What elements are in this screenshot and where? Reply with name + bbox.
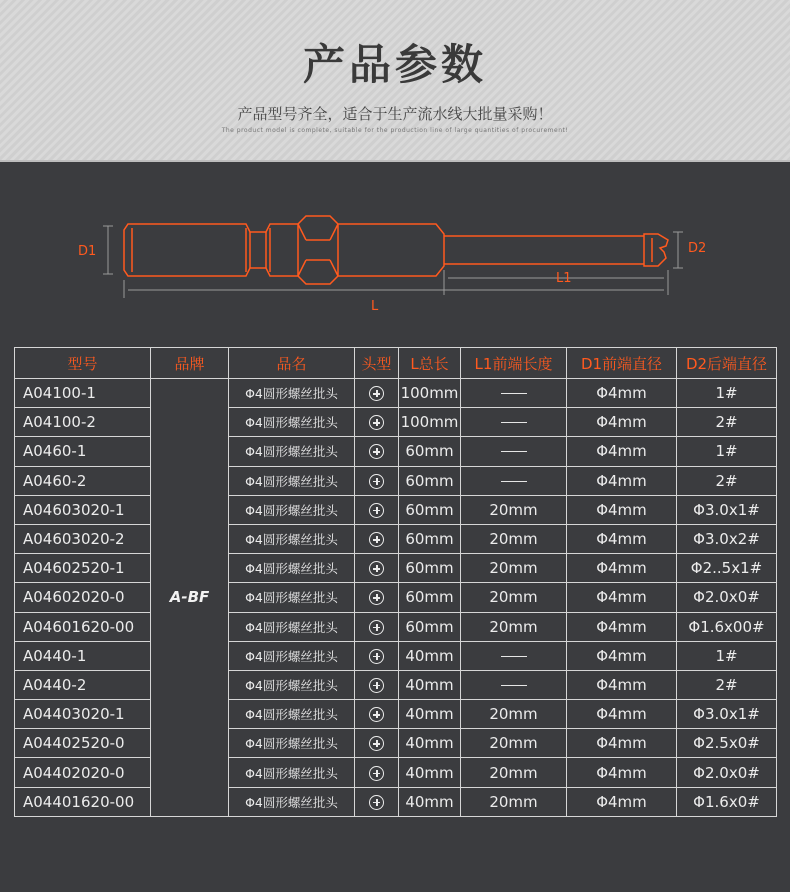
page-subtitle-english: The product model is complete, suitable for the production line of large quantities of procurement! <box>221 127 569 134</box>
cell-front-diameter: Φ4mm <box>567 612 677 641</box>
cell-head-type <box>355 583 399 612</box>
screwdriver-bit-diagram <box>0 170 790 320</box>
table-row <box>15 700 777 729</box>
header-banner <box>0 0 790 162</box>
phillips-cross-icon <box>369 795 384 810</box>
cell-model: A04100-1 <box>15 379 151 408</box>
phillips-cross-icon <box>369 736 384 751</box>
cell-model: A04601620-00 <box>15 612 151 641</box>
bit-shank-shape <box>124 216 444 284</box>
phillips-cross-icon <box>369 707 384 722</box>
cell-model: A04402520-0 <box>15 729 151 758</box>
cell-total-length: 40mm <box>399 758 461 787</box>
cell-rear-diameter: Φ3.0x1# <box>677 700 777 729</box>
cell-rear-diameter: 2# <box>677 408 777 437</box>
cell-model: A04401620-00 <box>15 787 151 816</box>
cell-brand: A-BF <box>151 379 229 817</box>
cell-name: Φ4圆形螺丝批头 <box>229 729 355 758</box>
cell-name: Φ4圆形螺丝批头 <box>229 583 355 612</box>
cell-name: Φ4圆形螺丝批头 <box>229 612 355 641</box>
cell-model: A0440-1 <box>15 641 151 670</box>
cell-model: A04403020-1 <box>15 700 151 729</box>
cell-total-length: 60mm <box>399 437 461 466</box>
table-row <box>15 524 777 553</box>
cell-rear-diameter: Φ2.5x0# <box>677 729 777 758</box>
cell-total-length: 40mm <box>399 641 461 670</box>
cell-model: A04602520-1 <box>15 554 151 583</box>
empty-dash <box>501 685 527 686</box>
cell-head-type <box>355 670 399 699</box>
cell-front-diameter: Φ4mm <box>567 787 677 816</box>
cell-head-type <box>355 408 399 437</box>
cell-name: Φ4圆形螺丝批头 <box>229 554 355 583</box>
phillips-cross-icon <box>369 474 384 489</box>
cell-front-length: 20mm <box>461 524 567 553</box>
cell-front-diameter: Φ4mm <box>567 379 677 408</box>
cell-front-length <box>461 379 567 408</box>
cell-rear-diameter: Φ3.0x1# <box>677 495 777 524</box>
phillips-cross-icon <box>369 561 384 576</box>
cell-total-length: 100mm <box>399 379 461 408</box>
table-row <box>15 495 777 524</box>
dimension-label-l: L <box>371 299 379 314</box>
header-total-length: L总长 <box>399 348 461 379</box>
cell-name: Φ4圆形螺丝批头 <box>229 758 355 787</box>
cell-name: Φ4圆形螺丝批头 <box>229 379 355 408</box>
cell-front-length: 20mm <box>461 700 567 729</box>
phillips-cross-icon <box>369 444 384 459</box>
page-subtitle: 产品型号齐全，适合于生产流水线大批量采购！ <box>237 105 553 123</box>
cell-name: Φ4圆形螺丝批头 <box>229 524 355 553</box>
cell-name: Φ4圆形螺丝批头 <box>229 670 355 699</box>
table-row <box>15 729 777 758</box>
cell-front-length: 20mm <box>461 612 567 641</box>
cell-rear-diameter: 2# <box>677 466 777 495</box>
cell-head-type <box>355 641 399 670</box>
cell-rear-diameter: Φ2.0x0# <box>677 583 777 612</box>
cell-front-length: 20mm <box>461 729 567 758</box>
cell-rear-diameter: Φ2..5x1# <box>677 554 777 583</box>
cell-front-length: 20mm <box>461 554 567 583</box>
cell-head-type <box>355 437 399 466</box>
cell-name: Φ4圆形螺丝批头 <box>229 437 355 466</box>
table-row <box>15 787 777 816</box>
spec-table <box>14 347 777 817</box>
cell-total-length: 60mm <box>399 524 461 553</box>
header-head-type: 头型 <box>355 348 399 379</box>
table-row <box>15 408 777 437</box>
table-row <box>15 554 777 583</box>
cell-front-diameter: Φ4mm <box>567 758 677 787</box>
cell-front-length: 20mm <box>461 787 567 816</box>
phillips-cross-icon <box>369 590 384 605</box>
cell-head-type <box>355 700 399 729</box>
cell-front-diameter: Φ4mm <box>567 466 677 495</box>
cell-name: Φ4圆形螺丝批头 <box>229 408 355 437</box>
cell-head-type <box>355 524 399 553</box>
phillips-cross-icon <box>369 766 384 781</box>
dimension-label-d2: D2 <box>688 241 707 256</box>
cell-head-type <box>355 729 399 758</box>
cell-name: Φ4圆形螺丝批头 <box>229 787 355 816</box>
table-row <box>15 583 777 612</box>
cell-front-diameter: Φ4mm <box>567 524 677 553</box>
cell-total-length: 40mm <box>399 787 461 816</box>
cell-total-length: 60mm <box>399 583 461 612</box>
cell-name: Φ4圆形螺丝批头 <box>229 641 355 670</box>
table-row <box>15 466 777 495</box>
cell-total-length: 40mm <box>399 700 461 729</box>
page-title: 产品参数 <box>302 40 487 89</box>
bit-shaft-shape <box>444 236 644 264</box>
cell-total-length: 60mm <box>399 466 461 495</box>
empty-dash <box>501 656 527 657</box>
cell-head-type <box>355 554 399 583</box>
phillips-cross-icon <box>369 532 384 547</box>
header-rear-diameter: D2后端直径 <box>677 348 777 379</box>
empty-dash <box>501 481 527 482</box>
cell-rear-diameter: Φ3.0x2# <box>677 524 777 553</box>
table-row <box>15 758 777 787</box>
cell-front-diameter: Φ4mm <box>567 437 677 466</box>
cell-rear-diameter: Φ1.6x0# <box>677 787 777 816</box>
cell-model: A0460-1 <box>15 437 151 466</box>
cell-total-length: 40mm <box>399 729 461 758</box>
cell-total-length: 100mm <box>399 408 461 437</box>
cell-front-diameter: Φ4mm <box>567 554 677 583</box>
table-body <box>15 379 777 817</box>
cell-front-length <box>461 408 567 437</box>
cell-rear-diameter: 1# <box>677 437 777 466</box>
cell-model: A04603020-1 <box>15 495 151 524</box>
cell-rear-diameter: Φ2.0x0# <box>677 758 777 787</box>
cell-rear-diameter: 2# <box>677 670 777 699</box>
cell-front-diameter: Φ4mm <box>567 495 677 524</box>
cell-front-diameter: Φ4mm <box>567 408 677 437</box>
cell-rear-diameter: Φ1.6x00# <box>677 612 777 641</box>
cell-total-length: 60mm <box>399 554 461 583</box>
table-row <box>15 670 777 699</box>
empty-dash <box>501 393 527 394</box>
phillips-cross-icon <box>369 503 384 518</box>
cell-name: Φ4圆形螺丝批头 <box>229 495 355 524</box>
cell-head-type <box>355 612 399 641</box>
header-front-length: L1前端长度 <box>461 348 567 379</box>
cell-name: Φ4圆形螺丝批头 <box>229 700 355 729</box>
phillips-cross-icon <box>369 620 384 635</box>
cell-front-length: 20mm <box>461 495 567 524</box>
cell-front-diameter: Φ4mm <box>567 670 677 699</box>
cell-front-length <box>461 670 567 699</box>
cell-total-length: 60mm <box>399 495 461 524</box>
cell-head-type <box>355 466 399 495</box>
cell-head-type <box>355 379 399 408</box>
table-row <box>15 437 777 466</box>
cell-front-length <box>461 641 567 670</box>
cell-model: A04100-2 <box>15 408 151 437</box>
cell-model: A04602020-0 <box>15 583 151 612</box>
cell-total-length: 40mm <box>399 670 461 699</box>
cell-name: Φ4圆形螺丝批头 <box>229 466 355 495</box>
cell-model: A0460-2 <box>15 466 151 495</box>
cell-rear-diameter: 1# <box>677 641 777 670</box>
cell-front-length: 20mm <box>461 583 567 612</box>
empty-dash <box>501 451 527 452</box>
table-row <box>15 612 777 641</box>
header-brand: 品牌 <box>151 348 229 379</box>
table-row <box>15 641 777 670</box>
spec-table-container <box>14 347 777 817</box>
header-name: 品名 <box>229 348 355 379</box>
dimension-label-l1: L1 <box>556 271 572 286</box>
phillips-cross-icon <box>369 649 384 664</box>
cell-model: A04402020-0 <box>15 758 151 787</box>
header-front-diameter: D1前端直径 <box>567 348 677 379</box>
cell-front-length <box>461 437 567 466</box>
cell-front-diameter: Φ4mm <box>567 641 677 670</box>
header-model: 型号 <box>15 348 151 379</box>
cell-front-diameter: Φ4mm <box>567 729 677 758</box>
cell-front-diameter: Φ4mm <box>567 700 677 729</box>
cell-total-length: 60mm <box>399 612 461 641</box>
table-header-row <box>15 348 777 379</box>
cell-front-length: 20mm <box>461 758 567 787</box>
cell-rear-diameter: 1# <box>677 379 777 408</box>
cell-head-type <box>355 787 399 816</box>
empty-dash <box>501 422 527 423</box>
table-row <box>15 379 777 408</box>
bit-tip-shape <box>644 234 668 266</box>
cell-head-type <box>355 758 399 787</box>
phillips-cross-icon <box>369 415 384 430</box>
cell-model: A0440-2 <box>15 670 151 699</box>
phillips-cross-icon <box>369 386 384 401</box>
phillips-cross-icon <box>369 678 384 693</box>
cell-front-length <box>461 466 567 495</box>
dimension-label-d1: D1 <box>78 244 97 259</box>
cell-model: A04603020-2 <box>15 524 151 553</box>
cell-front-diameter: Φ4mm <box>567 583 677 612</box>
cell-head-type <box>355 495 399 524</box>
